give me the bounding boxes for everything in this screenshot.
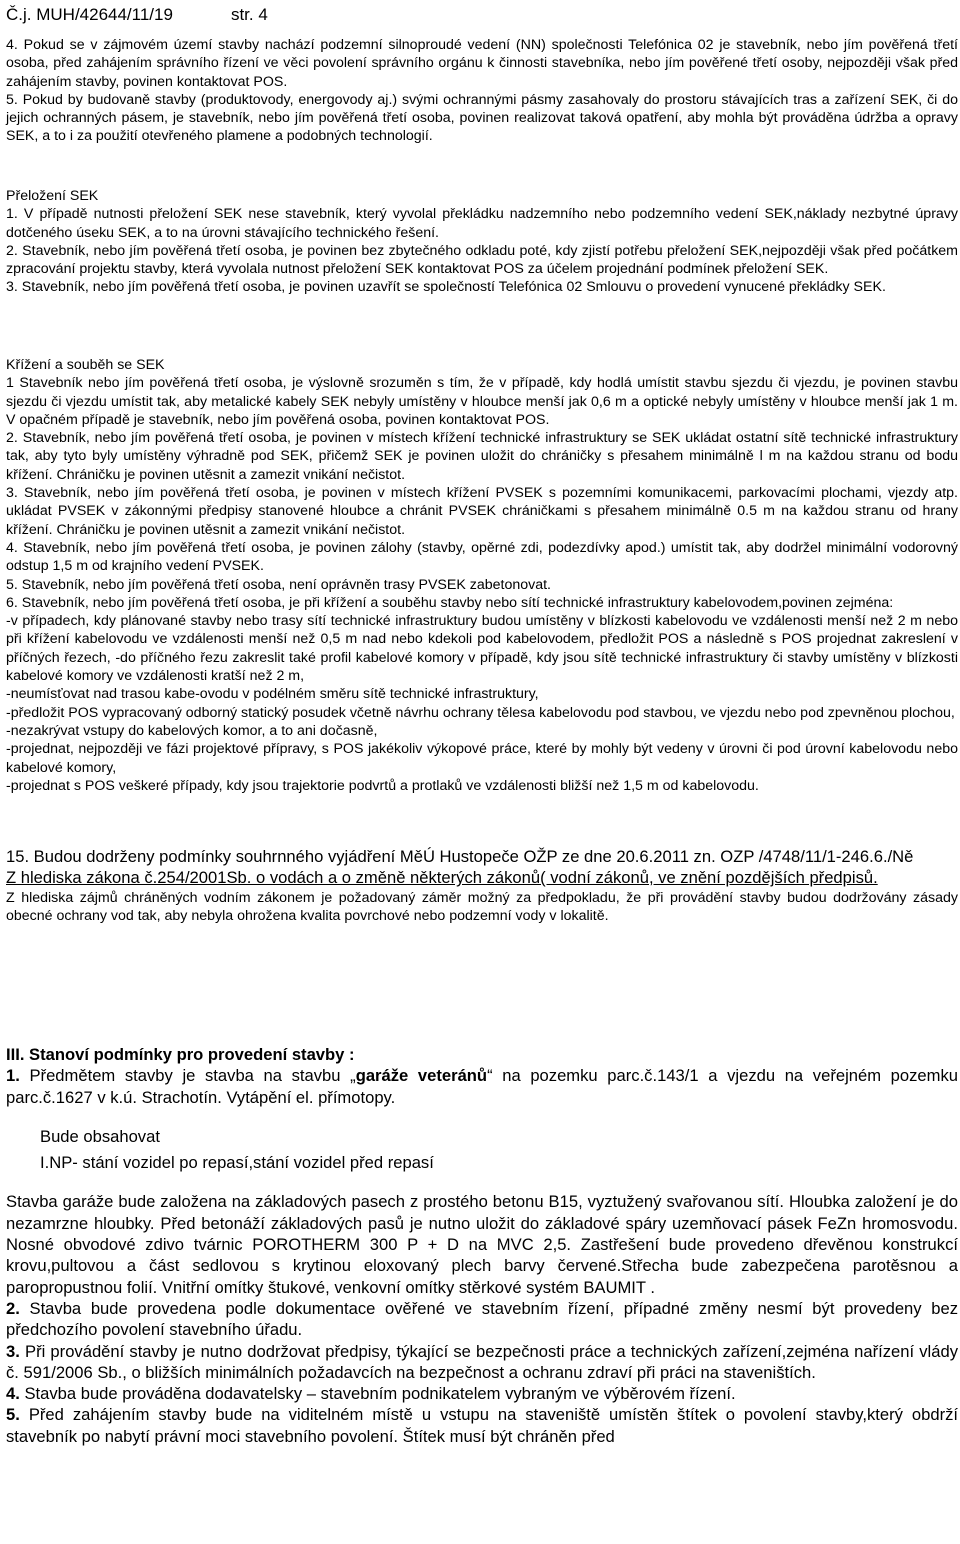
section-pos-contact [6, 36, 958, 146]
section-title-crossing: Křížení a souběh se SEK [6, 357, 165, 373]
conditions-title: III. Stanoví podmínky pro provedení stavby : [6, 1045, 355, 1064]
reference-number: Č.j. MUH/42644/11/19 [6, 5, 173, 24]
relocation-paragraph-1: 1. V případě nutnosti přeložení SEK nese stavebník, který vyvolal překládku nadzemního nebo podzemního vedení SEK,náklady nezbytné úpravy dotčeného úseku SEK, a to na úrovni stávajícího technického řešení. [6, 206, 958, 241]
condition-15: 15. Budou dodrženy podmínky souhrnného vyjádření MěÚ Hustopeče OŽP ze dne 20.6.2011 zn. OZP /4748/11/1-246.6./Ně [6, 847, 914, 866]
crossing-paragraph-1: 1 Stavebník nebo jím pověřená třetí osoba, je výslovně srozuměn s tím, že v případě, kdy hodlá umístit stavbu sjezdu či vjezdu, je povinen stavbu sjezdu či vjezdu umístit tak, aby metalické kabely SEK nebyly umístěny v hloubce menší jak 0,6 m a optické nebyly umístěny v hloubce menší jak 1 m. V opačném případě je stavebník, nebo jím pověřená osoba, povinen kontaktovat POS. [6, 375, 958, 428]
contains-label: Bude obsahovat [40, 1126, 160, 1146]
page-number: str. 4 [230, 5, 268, 24]
condition-1-post: “ na pozemku parc.č.143/1 a vjezdu na veřejném pozemku parc.č.1627 v k.ú. Strachotín. Vytápění el. přímotopy. [6, 1066, 959, 1107]
condition-1-number: 1. [6, 1066, 20, 1086]
condition-3-number: 3. [6, 1341, 20, 1361]
condition-3-text: Při provádění stavby je nutno dodržovat předpisy, týkající se bezpečnosti práce a technických zařízení,zejména nařízení vlády č. 591/2006 Sb., o bližších minimálních požadavcích na bezpečnost a ochranu zdraví při práci na staveništích. [6, 1341, 958, 1382]
section-conditions [6, 1044, 958, 1447]
condition-4-number: 4. [6, 1384, 20, 1404]
condition-2 [6, 1298, 958, 1341]
condition-4-text: Stavba bude prováděna dodavatelsky – stavebním podnikatelem vybraným ve výběrovém řízení. [19, 1384, 736, 1404]
condition-4 [6, 1383, 958, 1404]
water-law-paragraph: Z hlediska zájmů chráněných vodním zákonem je požadovaný záměr možný za předpokladu, že při provádění stavby budou dodržovány zásady obecné ochrany vod tak, aby nebyla ohrožena kvalita povrchové nebo podzemní vody v lokalitě. [6, 889, 958, 924]
crossing-duty-4: -nezakrývat vstupy do kabelových komor, a to ani dočasně, [6, 722, 378, 739]
paragraph-4: 4. Pokud se v zájmovém území stavby nachází podzemní silnoproudé vedení (NN) společnosti Telefónica 02 je stavebník, nebo jím pověřená třetí osoba, před zahájením správního řízení ve věci povolení správního orgánu k činnosti stavebníka, nebo jím pověřené třetí osoby, nejpozději však před zahájením stavby, povinen kontaktovat POS. [6, 37, 958, 90]
crossing-paragraph-4: 4. Stavebník, nebo jím pověřená třetí osoba, je povinen zálohy (stavby, opěrné zdi, podezdívky apod.) umístit tak, aby dodržel minimální vodorovný odstup 1,5 m od krajního vedení PVSEK. [6, 539, 958, 575]
condition-5-number: 5. [6, 1405, 20, 1425]
crossing-duty-1: -v případech, kdy plánované stavby nebo trasy sítí technické infrastruktury budou umístěny v blízkosti kabelovodu ve vzdálenosti menší než 2 m nebo při křížení kabelovodu ve vzdálenosti menší než 0,5 m nad nebo kdekoli pod kabelovodem, předložit POS a následně s POS projednat zakreslení v příčných řezech, -do příčného řezu zakreslit také profil kabelové komory v případě, kdy jsou sítě technické infrastruktury či stavby umístěny v blízkosti kabelové komory ve vzdálenosti kratší než 2 m, [6, 613, 958, 685]
section-relocation [6, 187, 958, 297]
crossing-paragraph-3: 3. Stavebník, nebo jím pověřená třetí osoba, je povinen v místech křížení PVSEK s pozemními komunikacemi, parkovacími plochami, vjezdy atp. ukládat PVSEK v zákonnými předpisy stanovené hloubce a chránit PVSEK chráničkami s přesahem minimálně 0.5 m na každou stranu od hrany křížení. Chráničku je povinen utěsnit a zamezit vnikání nečistot. [6, 485, 958, 538]
condition-3 [6, 1341, 958, 1384]
crossing-duty-3: -předložit POS vypracovaný odborný statický posudek včetně návrhu ochrany tělesa kabelovodu pod stavbou, ve vjezdu nebo pod zpevněnou plochou, [6, 704, 955, 721]
floor-contents: I.NP- stání vozidel po repasí,stání vozidel před repasí [40, 1153, 434, 1173]
paragraph-5: 5. Pokud by budovaně stavby (produktovody, energovody aj.) svými ochrannými pásmy zasahovaly do prostoru stávajících tras a zařízení SEK, či do jejich ochranných pásem, je stavebník, nebo jím pověřená třetí osoba, povinen realizovat taková opatření, aby mohla být prováděna údržba a opravy SEK, a to i za použití otevřeného plamene a podobných technologií. [6, 91, 958, 145]
crossing-paragraph-5: 5. Stavebník, nebo jím pověřená třetí osoba, není oprávněn trasy PVSEK zabetonovat. [6, 576, 551, 593]
relocation-paragraph-3: 3. Stavebník, nebo jím pověřená třetí osoba, je povinen uzavřít se společností Telefónica 02 Smlouvu o provedení vynucené překládky SEK. [6, 279, 886, 296]
condition-2-text: Stavba bude provedena podle dokumentace ověřené ve stavebním řízení, případné změny nesmí být provedeny bez předchozího povolení stavebního úřadu. [6, 1298, 958, 1340]
section-crossing [6, 356, 958, 795]
section-water-law [6, 846, 958, 925]
section-title-relocation: Přeložení SEK [6, 188, 99, 204]
crossing-duty-2: -neumísťovat nad trasou kabe-ovodu v podélném směru sítě technické infrastruktury, [6, 686, 539, 703]
spacer [6, 1173, 958, 1191]
crossing-paragraph-2: 2. Stavebník, nebo jím pověřená třetí osoba, je povinen v místech křížení technické infrastruktury se SEK ukládat ostatní sítě technické infrastruktury tak, aby tyto byly umístěny výhradně pod SEK, přičemž SEK je povinen uložit do chráničky s přesahem minimálně l m na každou stranu od bodu křížení. Chráničku je povinen utěsnit a zamezit vnikání nečistot. [6, 430, 958, 483]
relocation-paragraph-2: 2. Stavebník, nebo jím pověřená třetí osoba, je povinen bez zbytečného odkladu poté, kdy zjistí potřebu přeložení SEK,nejpozději však před počátkem zpracování projektu stavby, která vyvolala nutnost přeložení SEK kontaktovat POS za účelem projednání podmínek přeložení SEK. [6, 242, 958, 278]
construction-description: Stavba garáže bude založena na základových pasech z prostého betonu B15, vyztužený svařovanou sítí. Hloubka založení je do nezamrzne hloubky. Před betonáží základových pasů je nutno uložit do základové spáry uzemňovací pásek FeZn hromosvodu. Nosné obvodové zdivo tvárnic POROTHERM 300 P + D na MVC 2,5. Zastřešení bude provedeno dřevěnou konstrukcí krovu,pultovou a část sedlovou s krytinou eloxovaný plech barvy červené.Střecha bude zabezpečena parotěsnou a paropropustnou folií. Vnitřní omítky štukové, venkovní omítky stěrkové systém BAUMIT . [6, 1192, 958, 1297]
water-law-heading: Z hlediska zákona č.254/2001Sb. o vodách a o změně některých zákonů( vodní zákonů, ve znění pozdějších předpisů. [6, 868, 878, 888]
page-header [6, 4, 268, 26]
spacer [6, 1108, 958, 1126]
crossing-duty-5: -projednat, nejpozději ve fázi projektové přípravy, s POS jakékoliv výkopové práce, které by mohly být vedeny v úrovni či pod úrovní kabelovodu nebo kabelové komory, [6, 741, 958, 776]
condition-2-number: 2. [6, 1298, 20, 1318]
condition-5 [6, 1404, 958, 1447]
condition-5-text: Před zahájením stavby bude na viditelném místě u vstupu na staveniště umístěn štítek o povolení stavby,který obdrží stavebník po nabytí právní moci stavebního povolení. Štítek musí být chráněn před [6, 1405, 958, 1446]
condition-1 [6, 1065, 958, 1108]
condition-1-subject: garáže veteránů [355, 1066, 488, 1086]
crossing-duty-6: -projednat s POS veškeré případy, kdy jsou trajektorie podvrtů a protlaků ve vzdálenosti bližší než 1,5 m od kabelovodu. [6, 777, 759, 794]
crossing-paragraph-6: 6. Stavebník, nebo jím pověřená třetí osoba, je při křížení a souběhu stavby nebo sítí technické infrastruktury kabelovodem,povinen zejména: [6, 594, 894, 611]
condition-1-pre: Předmětem stavby je stavba na stavbu „ [19, 1066, 356, 1086]
